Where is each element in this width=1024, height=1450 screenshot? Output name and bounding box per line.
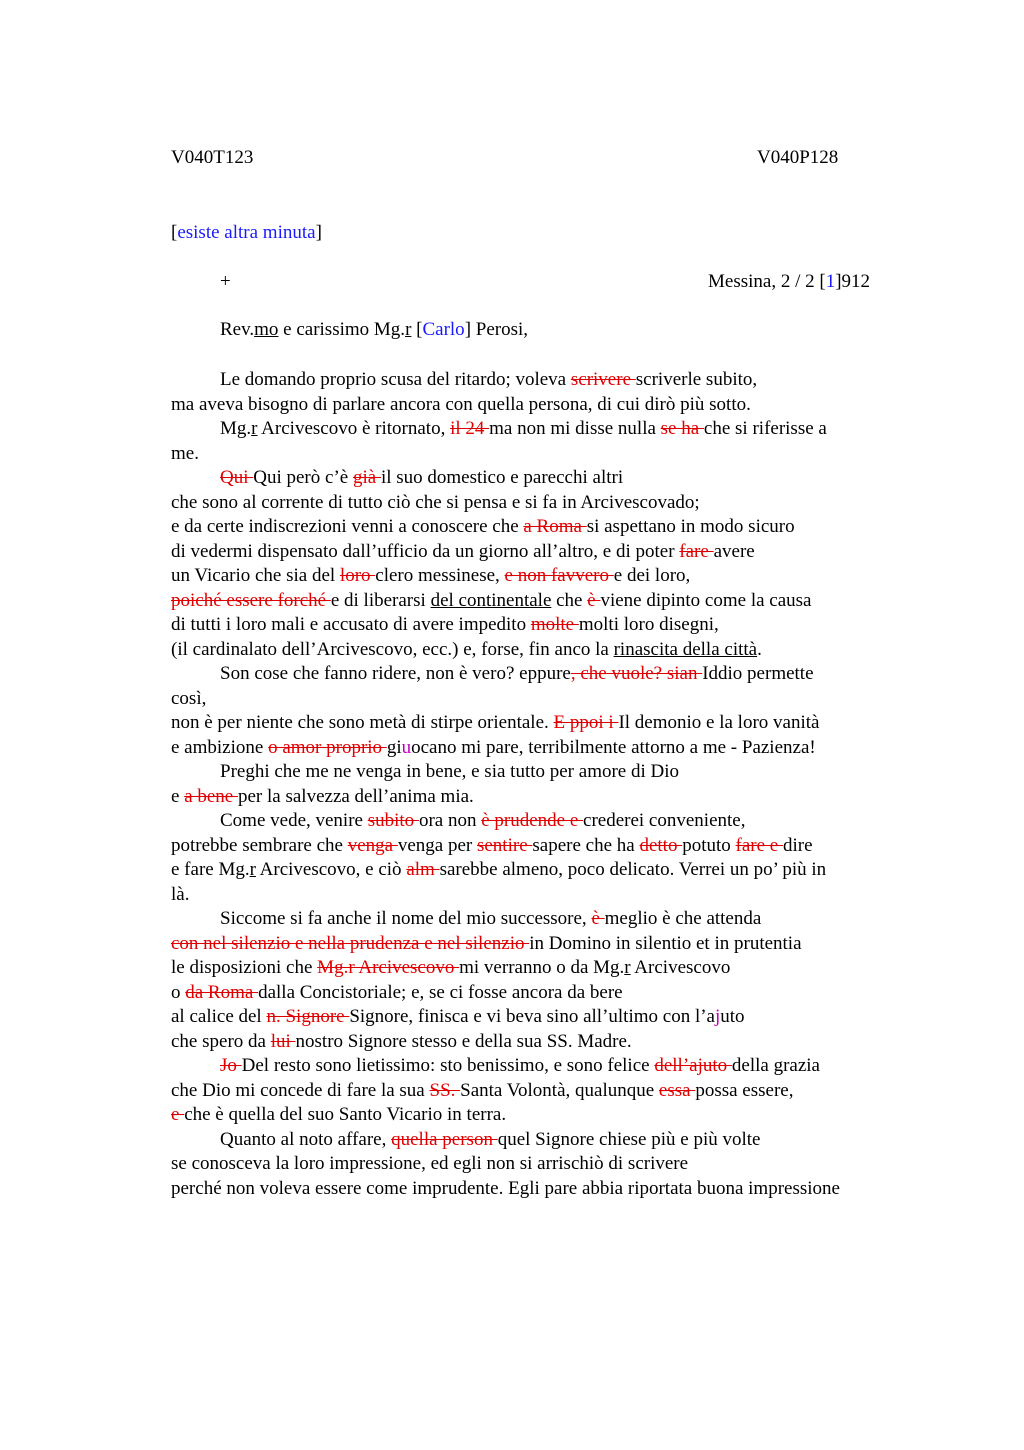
text-segment: non è per niente che sono metà di stirpe orientale. [171,712,554,733]
text-line [171,442,911,467]
text-line [171,711,911,736]
deleted-text: lui [270,1030,296,1052]
editorial-note-text: esiste altra minuta [177,222,316,243]
deleted-text: è [587,589,601,611]
deleted-text: a Roma [523,516,587,537]
text-segment: Del resto sono lietissimo: sto benissimo, e sono felice [241,1055,655,1076]
deleted-text: il 24 [450,418,490,439]
letter-body [171,368,911,1201]
deleted-text: Jo [220,1055,242,1076]
text-segment: Le domando proprio scusa del ritardo; voleva [220,369,571,390]
text-segment: molti loro disegni, [578,614,719,635]
place-date-year: ]912 [835,271,871,292]
text-line [171,809,911,834]
text-segment: che Dio mi concede di fare la sua [171,1079,430,1101]
text-segment: e di liberarsi [330,589,431,611]
underlined-text: r [624,957,631,978]
text-line [171,956,911,981]
deleted-text: molte [530,614,579,635]
deleted-text: Qui [220,467,254,488]
text-segment: Come vede, venire [220,810,368,831]
text-segment: ocano mi pare, terribilmente attorno a me - Pazienza! [411,736,816,758]
text-segment: Iddio permette [702,663,814,684]
text-line [171,1079,911,1104]
deleted-text: detto [639,834,683,856]
text-segment: perché non voleva essere come imprudente. Egli pare abbia riportata buona impressione [171,1177,840,1199]
deleted-text: è [591,908,605,929]
text-segment: gi [386,736,402,758]
deleted-text: e [171,1104,185,1125]
text-segment: ora non [418,810,482,831]
text-segment: dalla Concistoriale; e, se ci fosse ancora da bere [258,981,623,1003]
text-segment: Arcivescovo [630,957,731,978]
text-segment: della grazia [731,1055,820,1076]
text-segment: Arcivescovo è ritornato, [257,418,451,439]
text-line [171,932,911,957]
underlined-text: r [251,418,258,439]
text-segment: possa essere, [695,1079,794,1101]
text-segment: Son cose che fanno ridere, non è vero? eppure [220,663,571,684]
document-code-right: V040P128 [757,147,839,168]
text-segment: un Vicario che sia del [171,565,340,586]
underlined-text: del continentale [430,589,552,611]
place-date [708,271,870,293]
text-line [171,466,911,491]
text-segment: venga per [397,834,477,856]
text-line [171,613,911,638]
salutation-text: ] Perosi, [464,319,529,340]
text-segment: scriverle subito, [635,369,758,390]
deleted-text: n. Signore [266,1006,350,1027]
text-line [171,515,911,540]
text-line [171,1005,911,1030]
text-segment: Quanto al noto affare, [220,1128,392,1150]
text-line [171,687,911,712]
text-line [171,785,911,810]
salutation [220,319,528,341]
text-segment: che è quella del suo Santo Vicario in terra. [184,1104,507,1125]
text-line [171,638,911,663]
text-segment: Qui però c’è [253,467,353,488]
text-segment: e da certe indiscrezioni venni a conoscere che [171,516,524,537]
deleted-text: venga [347,834,398,856]
deleted-text: fare e [735,834,783,856]
text-line [171,736,911,761]
deleted-text: alm [406,859,440,880]
deleted-text: , che vuole? sian [570,663,703,684]
deleted-text: loro [339,565,376,586]
deleted-text: SS. [429,1079,461,1101]
text-line [171,417,911,442]
text-segment: dire [783,834,813,856]
deleted-text: quella person [391,1128,498,1150]
text-line [171,1054,911,1079]
text-segment: che spero da [171,1030,271,1052]
text-segment: (il cardinalato dell’Arcivescovo, ecc.) e, forse, fin anco la [171,638,614,660]
text-line [171,1152,911,1177]
text-segment: al calice del [171,1006,267,1027]
text-segment: meglio è che attenda [604,908,762,929]
text-line [171,662,911,687]
text-segment: per la salvezza dell’anima mia. [238,785,474,807]
salutation-text: [ [411,319,423,340]
text-segment: sapere che ha [532,834,640,856]
place-date-text: Messina, 2 / 2 [ [708,271,826,292]
text-line [171,589,911,614]
text-segment: si aspettano in modo sicuro [586,516,795,537]
text-line [171,1103,911,1128]
document-code-left: V040T123 [171,147,254,168]
text-segment: me. [171,442,199,464]
text-line [171,1128,911,1153]
text-line [171,1177,911,1202]
text-segment: sarebbe almeno, poco delicato. Verrei un po’ più in [439,859,827,880]
inserted-letter: j [715,1006,721,1027]
text-segment: ma aveva bisogno di parlare ancora con quella persona, di cui dirò più sotto. [171,393,751,415]
deleted-text: è prudende e [481,810,584,831]
text-line [171,981,911,1006]
text-segment: ma non mi disse nulla [489,418,661,439]
deleted-text: e non favvero [504,565,614,586]
text-segment: e [171,785,185,807]
deleted-text: poiché essere forché [171,589,331,611]
text-segment: potrebbe sembrare che [171,834,348,856]
text-segment: o [171,981,186,1003]
text-segment: potuto [682,834,736,856]
salutation-abbrev: mo [254,319,279,340]
text-segment: quel Signore chiese più e più volte [497,1128,761,1150]
salutation-abbrev: r [405,319,412,340]
deleted-text: essa [658,1079,696,1101]
text-line [171,491,911,516]
underlined-text: rinascita della città [613,638,758,660]
text-segment: viene dipinto come la causa [600,589,812,611]
text-segment: le disposizioni che [171,957,318,978]
text-segment: così, [171,687,207,709]
text-line [171,883,911,908]
text-segment: crederei conveniente, [583,810,746,831]
text-line [171,858,911,883]
text-segment: che sono al corrente di tutto ciò che si pensa e si fa in Arcivescovado; [171,491,700,513]
text-segment: mi verranno o da Mg. [459,957,625,978]
salutation-text: e carissimo Mg. [278,319,406,340]
text-segment: Preghi che me ne venga in bene, e sia tutto per amore di Dio [220,761,680,782]
text-line [171,834,911,859]
text-segment: Santa Volontà, qualunque [460,1079,659,1101]
deleted-text: fare [679,540,714,562]
text-segment: in Domino in silentio et in prutentia [529,932,802,954]
text-segment: Arcivescovo, e ciò [255,859,407,880]
salutation-name-insert: Carlo [422,319,465,340]
text-segment: e dei loro, [613,565,691,586]
text-segment: di vedermi dispensato dall’ufficio da un giorno all’altro, e di poter [171,540,680,562]
deleted-text: o amor proprio [268,736,387,758]
text-line [171,1030,911,1055]
deleted-text: da Roma [185,981,259,1003]
deleted-text: subito [367,810,419,831]
text-line [171,393,911,418]
text-segment: . [757,638,762,660]
text-segment: Signore, finisca e vi beva sino all’ultimo con l’a [349,1006,715,1027]
text-segment: avere [713,540,755,562]
deleted-text: dell’ajuto [654,1055,732,1076]
deleted-text: a bene [184,785,238,807]
deleted-text: Mg.r Arcivescovo [317,957,460,978]
text-segment: che si riferisse a [703,418,827,439]
text-line [171,907,911,932]
text-segment: là. [171,883,190,905]
text-segment: Il demonio e la loro vanità [618,712,820,733]
text-line [171,760,911,785]
deleted-text: se ha [660,418,704,439]
deleted-text: scrivere [570,369,636,390]
text-line [171,368,911,393]
text-segment: Siccome si fa anche il nome del mio successore, [220,908,592,929]
deleted-text: già [352,467,381,488]
text-segment: e ambizione [171,736,269,758]
text-line [171,540,911,565]
underlined-text: r [249,859,256,880]
text-segment: se conosceva la loro impressione, ed egli non si arrischiò di scrivere [171,1153,689,1174]
text-segment: nostro Signore stesso e della sua SS. Madre. [295,1030,632,1052]
text-line [171,564,911,589]
place-date-insert: 1 [825,271,836,292]
text-segment: uto [720,1006,745,1027]
text-segment: che [551,589,588,611]
text-segment: Mg. [220,418,252,439]
salutation-text: Rev. [220,319,255,340]
editorial-note: [esiste altra minuta] [171,222,322,243]
cross-symbol: + [220,271,231,292]
text-segment: e fare Mg. [171,859,250,880]
text-segment: di tutti i loro mali e accusato di avere impedito [171,614,531,635]
deleted-text: E ppoi i [553,712,619,733]
inserted-letter: u [401,736,412,758]
text-segment: clero messinese, [375,565,505,586]
text-segment: il suo domestico e parecchi altri [380,467,624,488]
deleted-text: sentire [476,834,533,856]
deleted-text: con nel silenzio e nella prudenza e nel silenzio [171,932,530,954]
